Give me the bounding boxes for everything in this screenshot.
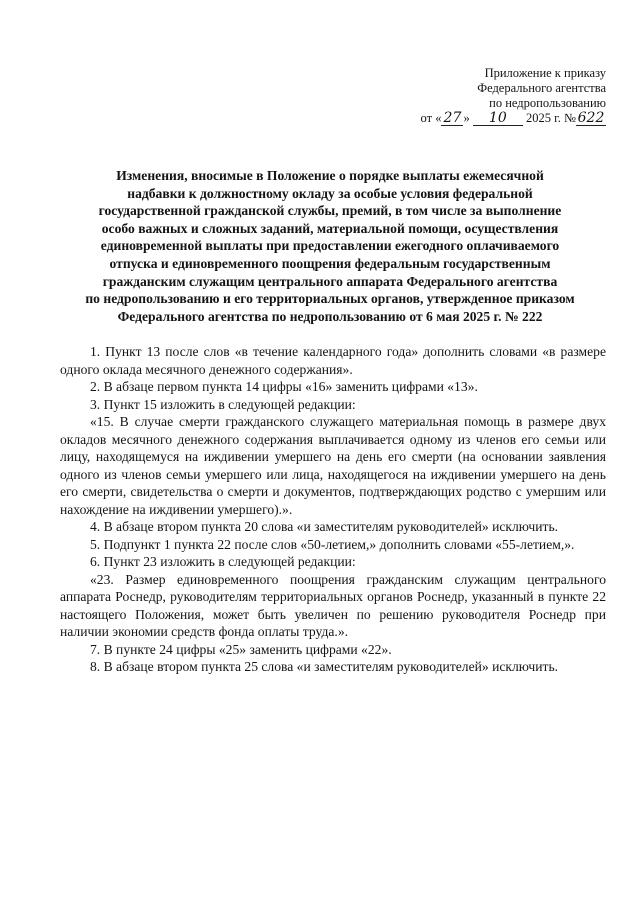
paragraph-item-15-text: «15. В случае смерти гражданского служащего материальная помощь в размере двух окладов месячного денежного содержания выплачивается одному из членов его семьи или лицу, находящемуся на иждивении умершего на день его смерти (на основании заявления одного из членов семьи умершего или лица, находящегося на иждивении умершего на день его смерти, свидетельства о смерти и документов, подтверждающих родство с умершим или нахождение на иждивении умершего).».: [60, 414, 606, 517]
order-date-line: [366, 111, 606, 126]
title-line: Федерального агентства по недропользованию от 6 мая 2025 г. № 222: [117, 308, 543, 324]
paragraph-item-4: 4. В абзаце втором пункта 20 слова «и заместителям руководителей» исключить.: [90, 519, 559, 534]
order-month: 10: [473, 112, 523, 126]
title-line: Изменения, вносимые в Положение о порядке выплаты ежемесячной: [116, 168, 544, 183]
appendix-line-2: Федерального агентства: [477, 80, 606, 95]
date-mid: »: [463, 111, 470, 126]
title-line: по недропользованию и его территориальных органов, утвержденное приказом: [85, 291, 575, 307]
title-line: надбавки к должностному окладу за особые условия федеральной: [127, 185, 533, 201]
appendix-header: [366, 66, 606, 126]
title-line: гражданским служащим центрального аппарата Федерального агентства: [102, 273, 558, 289]
title-line: отпуска и единовременного поощрения федеральным государственным: [109, 255, 551, 271]
order-year: 2025 г. №: [525, 111, 576, 126]
appendix-line-3: по недропользованию: [489, 95, 606, 110]
paragraph-item-23-text: «23. Размер единовременного поощрения гражданским служащим центрального аппарата Роснедр, руководителям территориальных органов Роснедр, указанный в пункте 22 настоящего Положения, может быть увеличен по решению руководителя Роснедр при наличии экономии средств фонда оплаты труда.».: [60, 571, 606, 639]
paragraph-item-2: 2. В абзаце первом пункта 14 цифры «16» заменить цифрами «13».: [90, 379, 478, 394]
order-day: 27: [441, 112, 463, 126]
document-body: [60, 343, 606, 676]
paragraph-item-8: 8. В абзаце втором пункта 25 слова «и заместителям руководителей» исключить.: [90, 659, 559, 674]
date-prefix: от «: [420, 111, 442, 126]
title-line: единовременной выплаты при предоставлении ежегодного оплачиваемого: [100, 238, 560, 254]
paragraph-item-3: 3. Пункт 15 изложить в следующей редакции:: [90, 396, 356, 412]
appendix-line-1: Приложение к приказу: [484, 66, 606, 80]
paragraph-item-5: 5. Подпункт 1 пункта 22 после слов «50-летием,» дополнить словами «55-летием,».: [90, 536, 575, 552]
title-line: особо важных и сложных заданий, материальной помощи, осуществления: [101, 220, 559, 236]
paragraph-item-1: 1. Пункт 13 после слов «в течение календарного года» дополнить словами «в размере одного оклада месячного денежного содержания».: [60, 344, 606, 377]
order-number: 622: [577, 110, 605, 127]
title-line: государственной гражданской службы, премий, в том числе за выполнение: [98, 203, 562, 219]
document-title: [60, 167, 600, 325]
paragraph-item-6: 6. Пункт 23 изложить в следующей редакции:: [90, 554, 356, 569]
paragraph-item-7: 7. В пункте 24 цифры «25» заменить цифрами «22».: [90, 641, 392, 657]
